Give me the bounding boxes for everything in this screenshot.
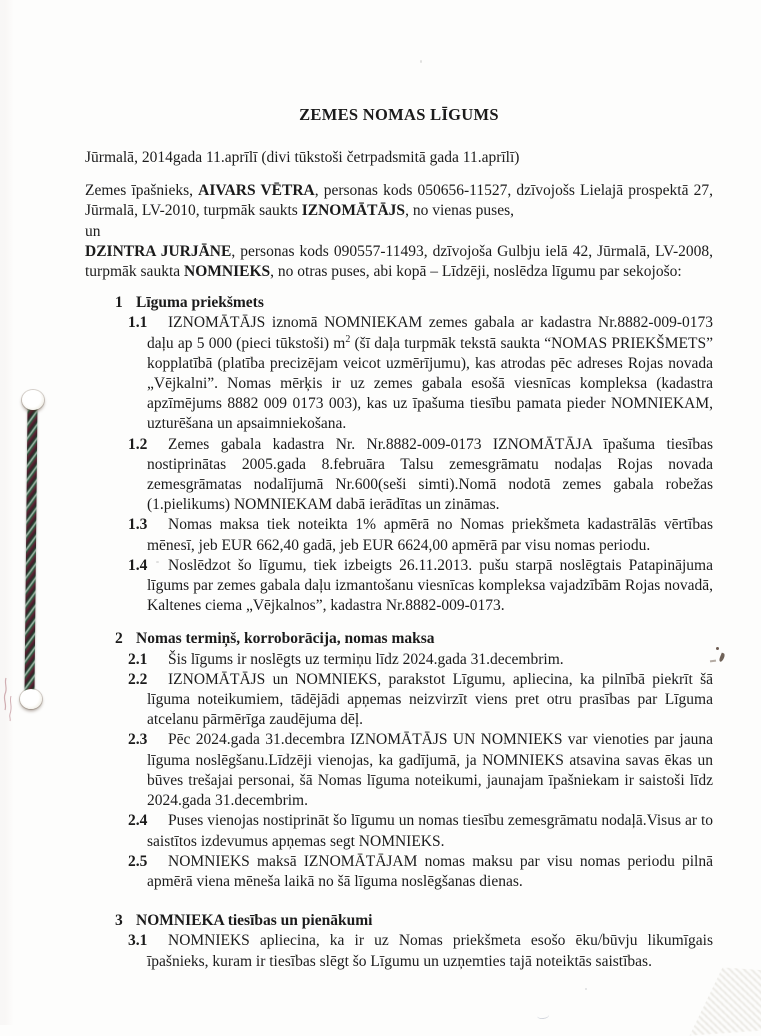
clause-number: 1.3 <box>128 516 148 534</box>
document-content <box>85 0 713 972</box>
section-heading-text: Nomas termiņš, korroborācija, nomas maksa <box>136 630 435 648</box>
clause-text: NOMNIEKS apliecina, ka ir uz Nomas priekšmeta esošo ēku/būvju likumīgais īpašnieks, kuram ir tiesības slēgt šo Līgumu un uzņemties tajā noteiktās saistības. <box>147 932 713 970</box>
clause-text: IZNOMĀTĀJS iznomā NOMNIEKAM zemes gabala ar kadastra Nr.8882-009-0173 daļu ap 5 000 (pieci tūkstoši) $m^2$ (šī daļa turpmāk tekstā saukta “NOMAS PRIEKŠMETS” kopplatībā (platība precizējam veicot uzmērījumu), kas atrodas pēc adreses Rojas novada „Vējkalni”. Nomas mērķis ir uz zemes gabala esošā viesnīcas kompleksa (kadastra apzīmējums 8882 009 0173 003), kas uz īpašuma tiesību pamata pieder NOMNIEKAM, uzturēšana un apsaimniekošana. <box>147 314 713 433</box>
scanner-corner-smudge <box>685 964 761 1036</box>
section-3 <box>85 911 713 972</box>
pen-ink-tick <box>718 653 725 663</box>
section-heading-text: NOMNIEKA tiesības un pienākumi <box>136 912 373 930</box>
pen-ink-dot <box>716 647 719 650</box>
clause-3-1 <box>128 931 713 971</box>
section-1 <box>85 293 713 616</box>
clause-text: Nomas maksa tiek noteikta 1% apmērā no Nomas priekšmeta kadastrālās vērtības mēnesī, jeb EUR 662,40 gadā, jeb EUR 6624,00 apmērā par visu nomas periodu. <box>147 516 713 554</box>
clause-2-1 <box>128 650 713 670</box>
punch-hole-top <box>22 390 44 410</box>
clause-number: 2.1 <box>128 650 148 668</box>
document-title: ZEMES NOMAS LĪGUMS <box>299 105 499 124</box>
date-line: Jūrmalā, 2014gada 11.aprīlī (divi tūkstoši četrpadsmitā gada 11.aprīlī) <box>85 149 520 166</box>
clause-text: Puses vienojas nostiprināt šo līgumu un nomas tiesību zemesgrāmatu nodaļā.Visus ar to saistītos izdevumus apņemas segt NOMNIEKS. <box>147 812 713 850</box>
clause-number: 1.4 <box>128 556 148 574</box>
clause-text: Pēc 2024.gada 31.decembra IZNOMĀTĀJS UN NOMNIEKS var vienoties par jauna līguma noslēgšanu.Līdzēji vienojas, ka gadījumā, ja NOMNIEKS atsavina savas ēkas un būves trešajai personai, šā Nomas līguma noteikumi, jaunajam īpašniekam ir saistoši līdz 2024.gada 31.decembrim. <box>147 731 713 810</box>
clause-text: NOMNIEKS maksā IZNOMĀTĀJAM nomas maksu par visu nomas periodu pilnā apmērā viena mēneša laikā no šā līguma noslēgšanas dienas. <box>147 852 713 890</box>
clause-2-3 <box>128 730 713 811</box>
intro-connector: un <box>85 222 101 240</box>
red-scribble-mark <box>0 676 18 722</box>
punch-hole-bottom <box>20 689 42 709</box>
clause-text: Šis līgums ir noslēgts uz termiņu līdz 2024.gada 31.decembrim. <box>168 650 564 668</box>
clause-number: 2.2 <box>128 670 148 688</box>
section-1-heading <box>115 293 713 313</box>
section-2 <box>85 629 713 892</box>
section-number: 3 <box>115 912 123 930</box>
clause-2-5 <box>128 852 713 892</box>
section-3-heading <box>115 911 713 931</box>
section-number: 2 <box>115 630 123 648</box>
intro-paragraph-lessee: DZINTRA JURJĀNE, personas kods 090557-11493, dzīvojoša Gulbju ielā 42, Jūrmalā, LV-2008, turpmāk saukta NOMNIEKS, no otras puses, abi kopā – Līdzēji, noslēdza līgumu par sekojošo: <box>85 242 713 281</box>
section-number: 1 <box>115 294 123 312</box>
clause-number: 1.2 <box>128 435 148 453</box>
intro-paragraph-lessor: Zemes īpašnieks, AIVARS VĒTRA, personas kods 050656-11527, dzīvojošs Lielajā prospektā 27, Jūrmalā, LV-2010, turpmāk saukts IZNOMĀTĀJS, no vienas puses, <box>85 182 713 220</box>
clause-2-4 <box>128 811 713 851</box>
clause-1-2 <box>128 435 713 516</box>
clause-number: 3.1 <box>128 932 148 950</box>
clause-2-2 <box>128 670 713 731</box>
clause-1-3 <box>128 515 713 555</box>
section-2-heading <box>115 629 713 649</box>
dust-speck <box>585 988 587 990</box>
clause-number: 2.3 <box>128 731 148 749</box>
clause-text: IZNOMĀTĀJS un NOMNIEKS, parakstot Līgumu, apliecina, ka pilnībā piekrīt šā līguma noteikumiem, tādējādi apņemas neizvirzīt viens pret otru prasības par Līguma atcelanu pārmērīga zaudējuma dēļ. <box>147 670 713 729</box>
faint-smudge-mark <box>537 1011 550 1019</box>
clause-number: 2.5 <box>128 852 148 870</box>
clause-number: 1.1 <box>128 314 148 332</box>
clause-1-1 <box>128 313 713 434</box>
section-heading-text: Līguma priekšmets <box>136 294 264 312</box>
clause-1-4 <box>128 556 713 617</box>
clause-text: Noslēdzot šo līgumu, tiek izbeigts 26.11.2013. pušu starpā noslēgtais Patapinājuma līgums par zemes gabala daļu izmantošanu viesnīcas kompleksa vajadzībām Rojas novadā, Kaltenes ciema „Vējkalnos”, kadastra Nr.8882-009-0173. <box>147 556 713 615</box>
clause-number: 2.4 <box>128 812 148 830</box>
clause-text: Zemes gabala kadastra Nr. Nr.8882-009-0173 IZNOMĀTĀJA īpašuma tiesības nostiprinātas 2005.gada 8.februāra Talsu zemesgrāmatu nodaļas Rojas novada zemesgrāmatas nodalījumā Nr.600(seši simti).Nomā nodotā zemes gabala robežas (1.pielikums) NOMNIEKAM dabā ierādītas un zināmas. <box>147 435 713 514</box>
notary-binding-string <box>24 400 37 698</box>
